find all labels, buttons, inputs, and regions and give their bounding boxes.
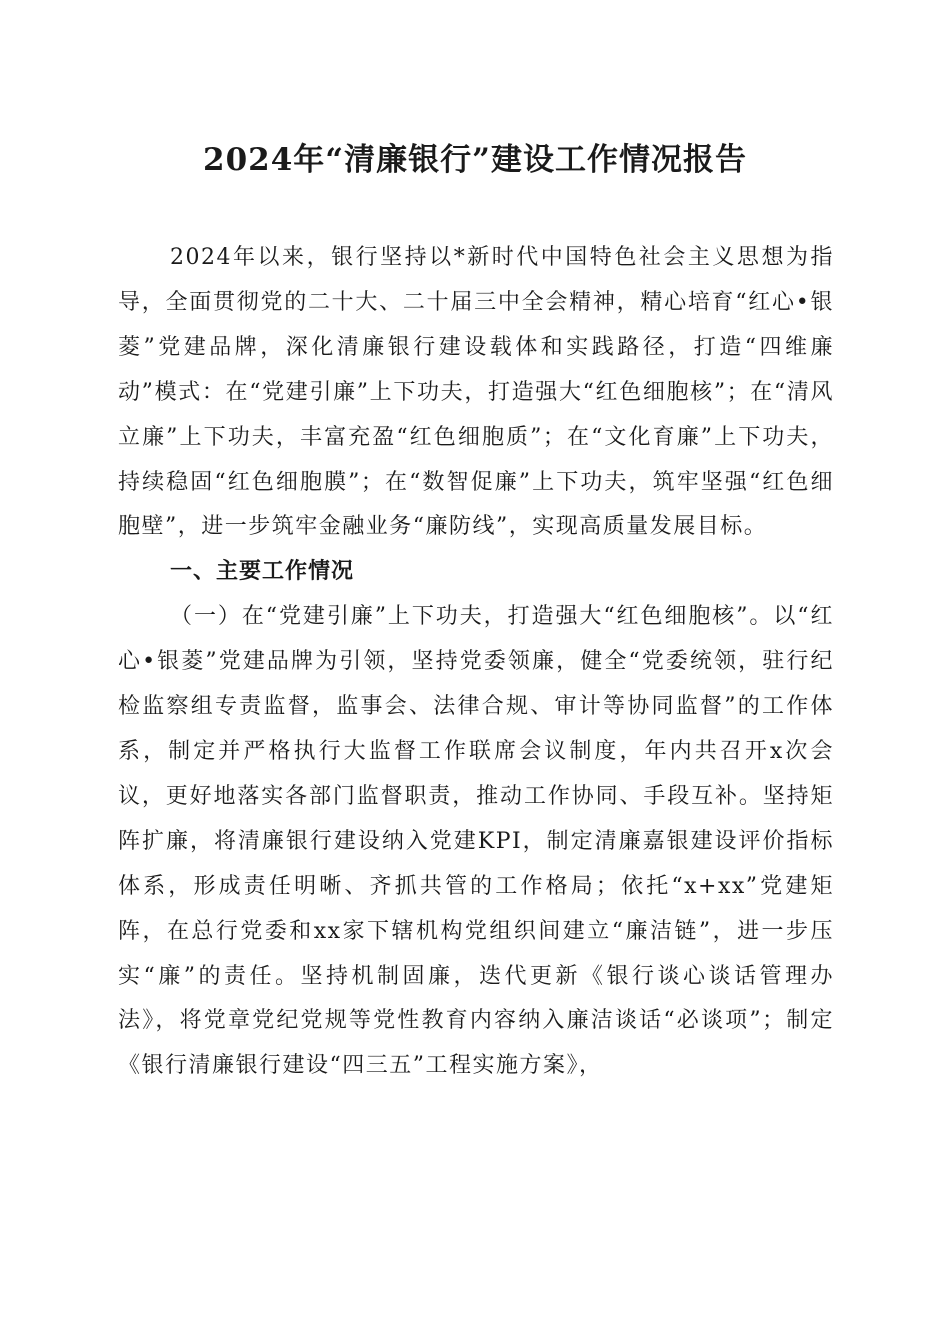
document-title: 2024年“清廉银行”建设工作情况报告	[203, 142, 747, 178]
section-paragraph-party-building: （一）在“党建引廉”上下功夫，打造强大“红色细胞核”。以“红心•银菱”党建品牌为引领，坚持党委领廉，健全“党委统领，驻行纪检监察组专责监督，监事会、法律合规、审计等协同监督”的工作体系，制定并严格执行大监督工作联席会议制度，年内共召开x次会议，更好地落实各部门监督职责，推动工作协同、手段互补。坚持矩阵扩廉，将清廉银行建设纳入党建KPI，制定清廉嘉银建设评价指标体系，形成责任明晰、齐抓共管的工作格局；依托“x+xx”党建矩阵，在总行党委和xx家下辖机构党组织间建立“廉洁链”，进一步压实“廉”的责任。坚持机制固廉，迭代更新《银行谈心谈话管理办法》，将党章党纪党规等党性教育内容纳入廉洁谈话“必谈项”；制定《银行清廉银行建设“四三五”工程实施方案》，	[118, 604, 834, 1079]
document-body	[118, 236, 834, 1089]
intro-paragraph: 2024年以来，银行坚持以*新时代中国特色社会主义思想为指导，全面贯彻党的二十大、二十届三中全会精神，精心培育“红心•银菱”党建品牌，深化清廉银行建设载体和实践路径，打造“四维廉动”模式：在“党建引廉”上下功夫，打造强大“红色细胞核”；在“清风立廉”上下功夫，丰富充盈“红色细胞质”；在“文化育廉”上下功夫，持续稳固“红色细胞膜”；在“数智促廉”上下功夫，筑牢坚强“红色细胞壁”，进一步筑牢金融业务“廉防线”，实现高质量发展目标。	[118, 245, 834, 540]
section-heading-main-work: 一、主要工作情况	[170, 559, 355, 585]
